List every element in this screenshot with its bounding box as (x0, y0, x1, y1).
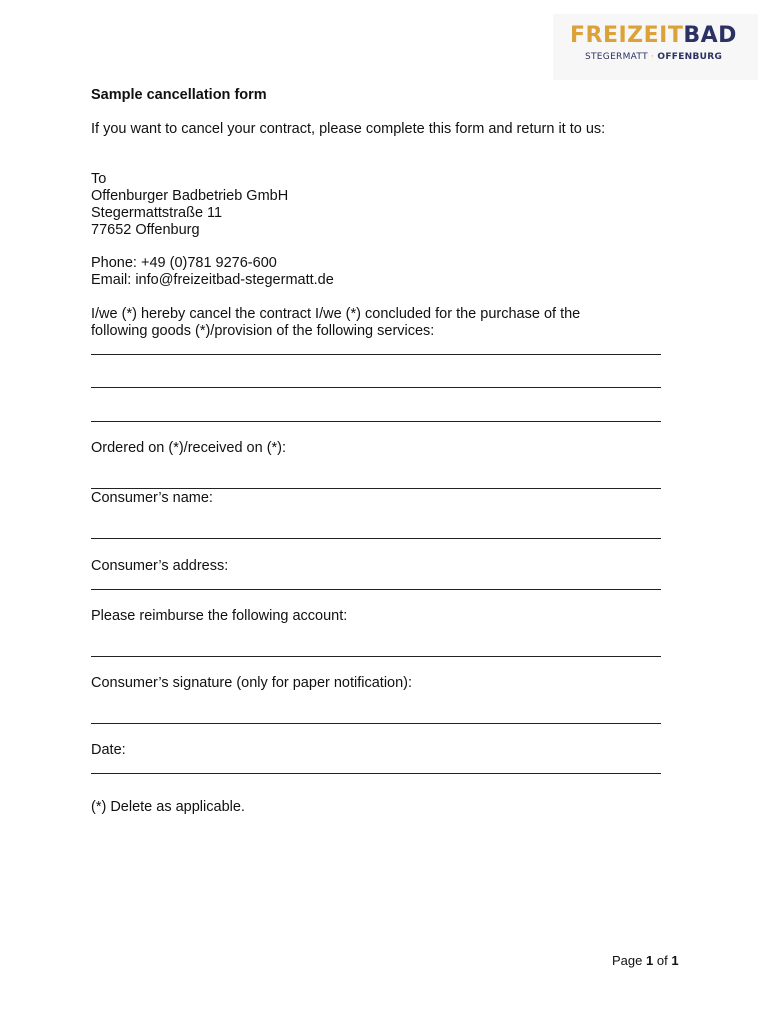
logo-sub-offenburg: OFFENBURG (657, 52, 723, 62)
address-city: 77652 Offenburg (91, 222, 200, 238)
contact-email: Email: info@freizeitbad-stegermatt.de (91, 272, 334, 288)
page-current: 1 (646, 953, 654, 968)
freizeitbad-logo (553, 14, 758, 80)
page-of: of (656, 953, 668, 968)
ordered-label: Ordered on (*)/received on (*): (91, 440, 287, 456)
name-line[interactable] (91, 538, 661, 539)
signature-line[interactable] (91, 723, 661, 724)
logo-subtitle (585, 52, 722, 62)
name-label: Consumer’s name: (91, 490, 213, 506)
form-title: Sample cancellation form (91, 87, 267, 103)
address-label: Consumer’s address: (91, 558, 229, 574)
logo-wordmark (570, 24, 737, 48)
cancel-statement-line1: I/we (*) hereby cancel the contract I/we (*) concluded for the purchase of the (91, 306, 581, 322)
page-number (612, 953, 679, 969)
reimburse-line[interactable] (91, 656, 661, 657)
address-to: To (91, 171, 107, 187)
signature-label: Consumer’s signature (only for paper notification): (91, 675, 413, 691)
goods-line-2[interactable] (91, 387, 661, 388)
logo-word-bad: BAD (683, 23, 737, 48)
page-prefix: Page (612, 953, 643, 968)
address-line[interactable] (91, 589, 661, 590)
footnote: (*) Delete as applicable. (91, 799, 245, 815)
contact-phone: Phone: +49 (0)781 9276-600 (91, 255, 277, 271)
reimburse-label: Please reimburse the following account: (91, 608, 348, 624)
address-company: Offenburger Badbetrieb GmbH (91, 188, 289, 204)
cancel-statement-line2: following goods (*)/provision of the following services: (91, 323, 435, 339)
logo-sub-stegermatt: STEGERMATT (585, 52, 648, 62)
logo-sub-dot: · (651, 52, 655, 62)
intro-text: If you want to cancel your contract, please complete this form and return it to us: (91, 121, 606, 137)
page-total: 1 (671, 953, 679, 968)
logo-word-freizeit: FREIZEIT (570, 23, 684, 48)
goods-line-1[interactable] (91, 354, 661, 355)
ordered-line[interactable] (91, 488, 661, 489)
address-street: Stegermattstraße 11 (91, 205, 223, 221)
date-line[interactable] (91, 773, 661, 774)
goods-line-3[interactable] (91, 421, 661, 422)
date-label: Date: (91, 742, 126, 758)
